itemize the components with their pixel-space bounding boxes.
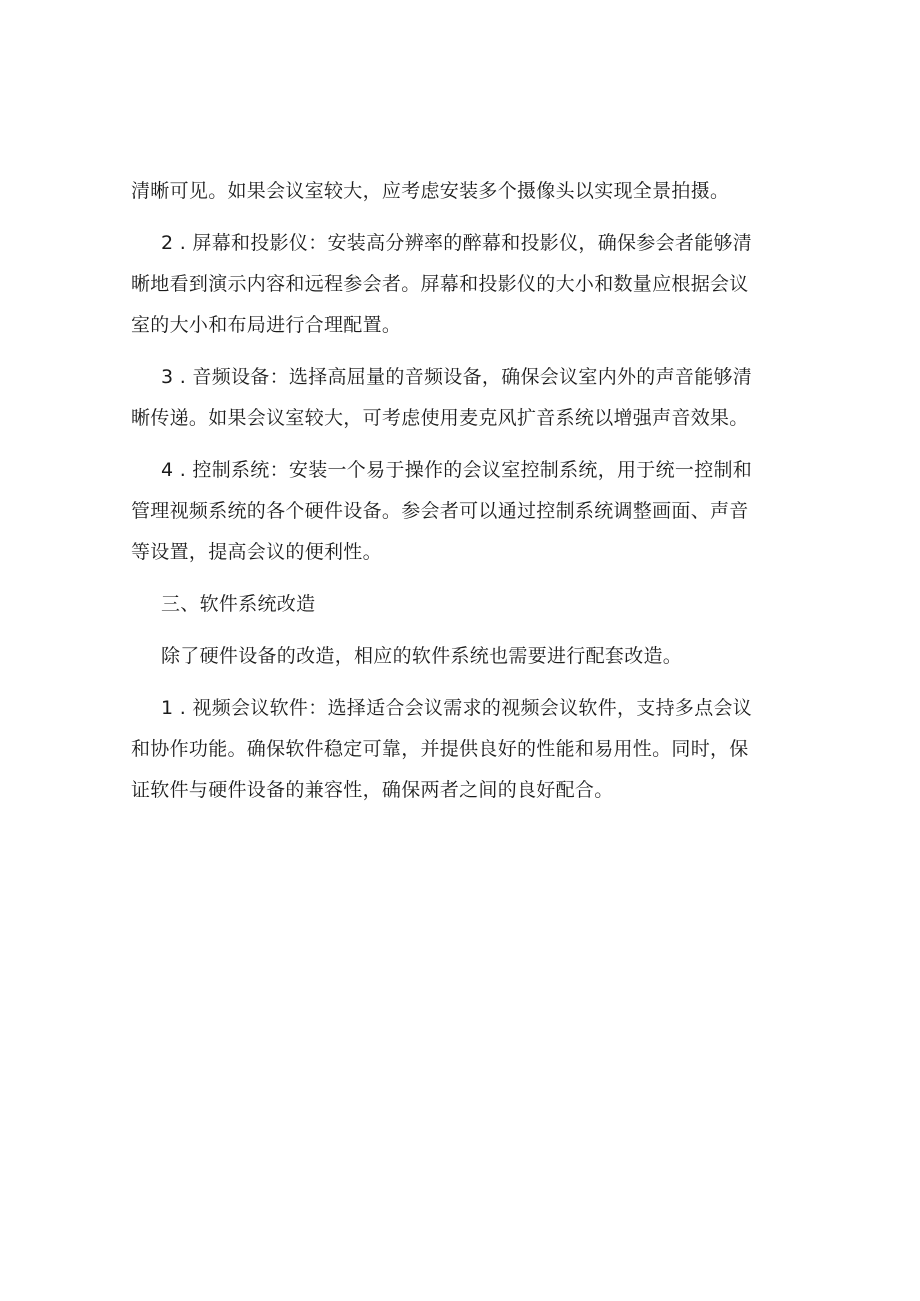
paragraph-video-conference-software — [131, 688, 783, 811]
paragraph-gap — [131, 346, 783, 357]
document-body — [131, 171, 783, 811]
section-heading-software — [131, 584, 783, 625]
paragraph-screen-projector — [131, 223, 783, 346]
text-line: 晰地看到演示内容和远程参会者。屏幕和投影仪的大小和数量应根据会议 — [131, 273, 749, 295]
text-line: 室的大小和布局进行合理配置。 — [131, 314, 402, 336]
text-line: 2 . 屏幕和投影仪：安装高分辨率的醉幕和投影仪，确保参会者能够清 — [161, 232, 753, 254]
paragraph-software-intro — [131, 636, 783, 677]
text-line: 管理视频系统的各个硬件设备。参会者可以通过控制系统调整画面、声音 — [131, 500, 749, 522]
text-line: 清晰可见。如果会议室较大，应考虑安装多个摄像头以实现全景拍摄。 — [131, 180, 730, 202]
paragraph-camera-continuation — [131, 171, 783, 212]
paragraph-gap — [131, 212, 783, 223]
paragraph-gap — [131, 677, 783, 688]
text-line: 三、软件系统改造 — [161, 593, 316, 615]
text-line: 等设置，提高会议的便利性。 — [131, 541, 382, 563]
text-line: 4 . 控制系统：安装一个易于操作的会议室控制系统，用于统一控制和 — [161, 459, 753, 481]
paragraph-gap — [131, 573, 783, 584]
text-line: 证软件与硬件设备的兼容性，确保两者之间的良好配合。 — [131, 779, 614, 801]
text-line: 晰传递。如果会议室较大，可考虑使用麦克风扩音系统以增强声音效果。 — [131, 407, 749, 429]
text-line: 1 . 视频会议软件：选择适合会议需求的视频会议软件，支持多点会议 — [161, 697, 753, 719]
paragraph-gap — [131, 625, 783, 636]
text-line: 3 . 音频设备：选择高屈量的音频设备，确保会议室内外的声音能够清 — [161, 366, 753, 388]
text-line: 和协作功能。确保软件稳定可靠，并提供良好的性能和易用性。同时，保 — [131, 738, 749, 760]
text-line: 除了硬件设备的改造，相应的软件系统也需要进行配套改造。 — [161, 645, 683, 667]
paragraph-gap — [131, 439, 783, 450]
paragraph-control-system — [131, 450, 783, 573]
paragraph-audio-equipment — [131, 357, 783, 439]
